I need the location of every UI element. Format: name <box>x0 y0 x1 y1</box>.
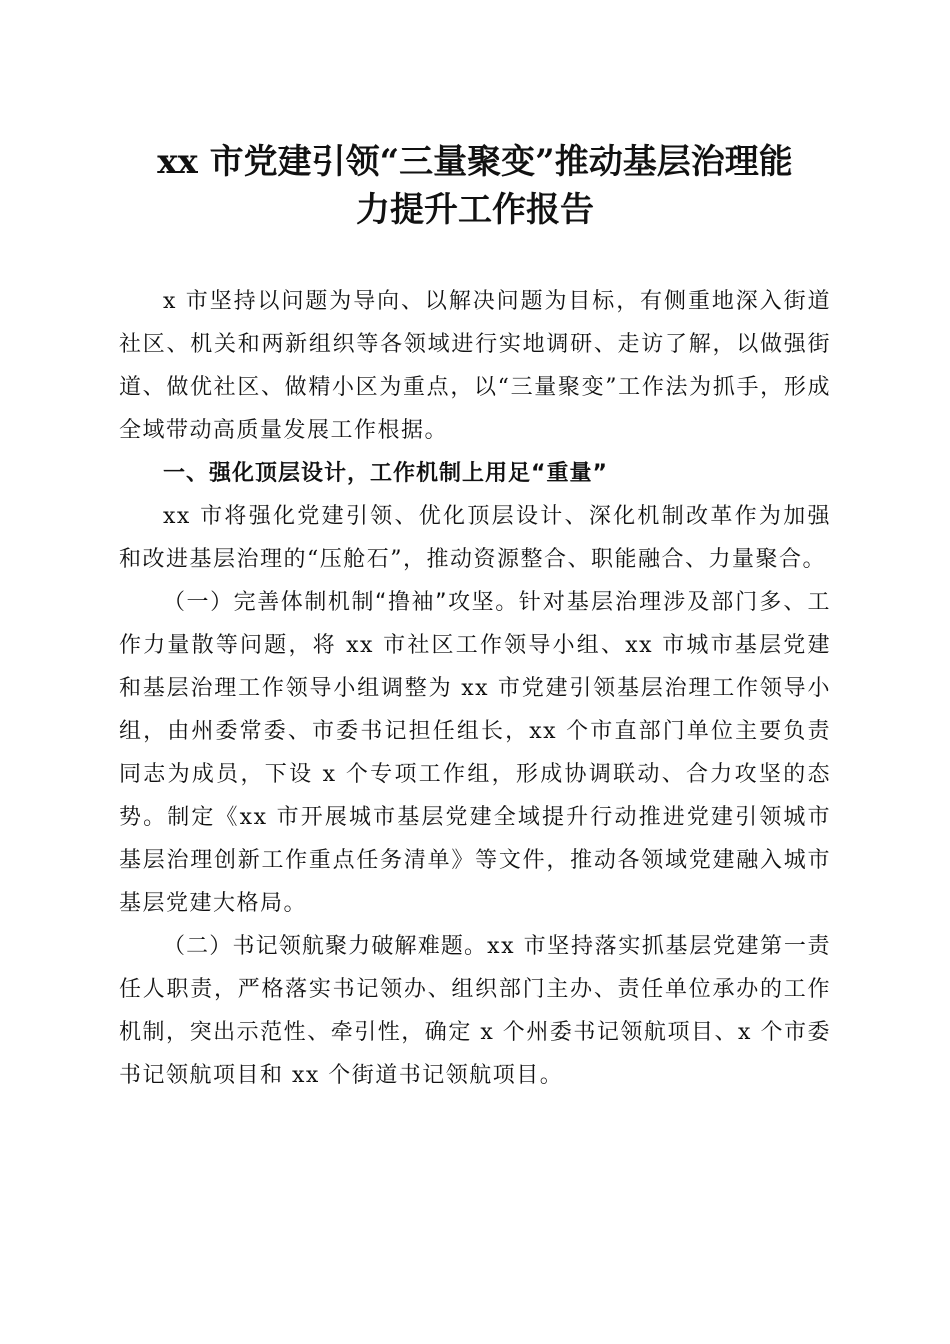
item-1-label: （一）完善体制机制“撸袖”攻坚。 <box>163 590 519 615</box>
title-line-1: xx 市党建引领“三量聚变”推动基层治理能 <box>157 142 793 182</box>
document-title <box>100 138 850 234</box>
document-body <box>119 280 831 1097</box>
section-1-heading: 一、强化顶层设计，工作机制上用足“重量” <box>163 461 608 486</box>
item-2-paragraph <box>119 925 831 1097</box>
item-1-paragraph <box>119 581 831 925</box>
item-1-text: 针对基层治理涉及部门多、工作力量散等问题，将 xx 市社区工作领导小组、xx 市城市基层党建和基层治理工作领导小组调整为 xx 市党建引领基层治理工作领导小组，由州委常委、市委书记担任组长，xx 个市直部门单位主要负责同志为成员，下设 x 个专项工作组，形成协调联动、合力攻坚的态势。制定《xx 市开展城市基层党建全域提升行动推进党建引领城市基层治理创新工作重点任务清单》等文件，推动各领域党建融入城市基层党建大格局。 <box>119 590 831 916</box>
item-2-label: （二）书记领航聚力破解难题。 <box>163 934 488 959</box>
section-1-paragraph: xx 市将强化党建引领、优化顶层设计、深化机制改革作为加强和改进基层治理的“压舱石”，推动资源整合、职能融合、力量聚合。 <box>119 504 831 572</box>
item-2-text: xx 市坚持落实抓基层党建第一责任人职责，严格落实书记领办、组织部门主办、责任单位承办的工作机制，突出示范性、牵引性，确定 x 个州委书记领航项目、x 个市委书记领航项目和 xx 个街道书记领航项目。 <box>119 934 831 1088</box>
intro-paragraph: x 市坚持以问题为导向、以解决问题为目标，有侧重地深入街道社区、机关和两新组织等各领域进行实地调研、走访了解，以做强街道、做优社区、做精小区为重点，以“三量聚变”工作法为抓手，形成全域带动高质量发展工作根据。 <box>119 289 831 443</box>
title-line-2: 力提升工作报告 <box>356 190 594 230</box>
